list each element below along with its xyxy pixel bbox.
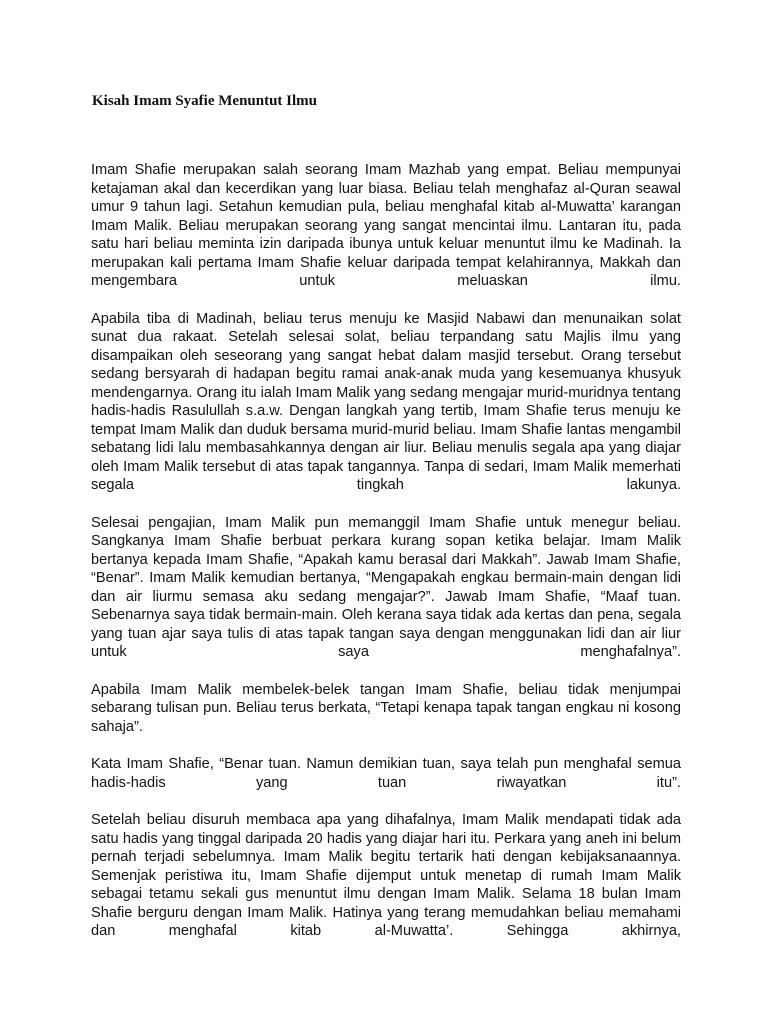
paragraph-4: Apabila Imam Malik membelek-belek tangan Imam Shafie, beliau tidak menjumpai sebarang tulisan pun. Beliau terus berkata, “Tetapi kenapa tapak tangan engkau ni kosong sahaja”.: [91, 681, 681, 735]
document-body: [91, 161, 681, 941]
paragraph-1: Imam Shafie merupakan salah seorang Imam Mazhab yang empat. Beliau mempunyai ketajaman akal dan kecerdikan yang luar biasa. Beliau telah menghafaz al-Quran seawal umur 9 tahun lagi. Setahun kemudian pula, beliau menghafal kitab al-Muwatta’ karangan Imam Malik. Beliau merupakan seorang yang sangat mencintai ilmu. Lantaran itu, pada satu hari beliau meminta izin daripada ibunya untuk keluar menuntut ilmu ke Madinah. Ia merupakan kali pertama Imam Shafie keluar daripada tempat kelahirannya, Makkah dan mengembara untuk meluaskan ilmu.: [91, 162, 681, 289]
paragraph-6: Setelah beliau disuruh membaca apa yang dihafalnya, Imam Malik mendapati tidak ada satu hadis yang tinggal daripada 20 hadis yang diajar hari itu. Perkara yang aneh ini belum pernah terjadi sebelumnya. Imam Malik begitu tertarik hati dengan kebijaksanaannya. Semenjak peristiwa itu, Imam Shafie dijemput untuk menetap di rumah Imam Malik sebagai tetamu sekali gus menuntut ilmu dengan Imam Malik. Selama 18 bulan Imam Shafie berguru dengan Imam Malik. Hatinya yang terang memudahkan beliau memahami dan menghafal kitab al-Muwatta’. Sehingga akhirnya,: [91, 812, 681, 939]
paragraph-2: Apabila tiba di Madinah, beliau terus menuju ke Masjid Nabawi dan menunaikan solat sunat dua rakaat. Setelah selesai solat, beliau terpandang satu Majlis ilmu yang disampaikan oleh seseorang yang sangat hebat dalam masjid tersebut. Orang tersebut sedang bersyarah di hadapan begitu ramai anak-anak muda yang kesemuanya khusyuk mendengarnya. Orang itu ialah Imam Malik yang sedang mengajar murid-muridnya tentang hadis-hadis Rasulullah s.a.w. Dengan langkah yang tertib, Imam Shafie terus menuju ke tempat Imam Malik dan duduk bersama murid-murid beliau. Imam Shafie lantas mengambil sebatang lidi lalu membasahkannya dengan air liur. Beliau menulis segala apa yang diajar oleh Imam Malik tersebut di atas tapak tangannya. Tanpa di sedari, Imam Malik memerhati segala tingkah lakunya.: [91, 310, 681, 493]
paragraph-5: Kata Imam Shafie, “Benar tuan. Namun demikian tuan, saya telah pun menghafal semua hadis-hadis yang tuan riwayatkan itu”.: [91, 756, 681, 791]
document-title: Kisah Imam Syafie Menuntut Ilmu: [92, 93, 318, 109]
paragraph-3: Selesai pengajian, Imam Malik pun memanggil Imam Shafie untuk menegur beliau. Sangkanya Imam Shafie berbuat perkara kurang sopan ketika belajar. Imam Malik bertanya kepada Imam Shafie, “Apakah kamu berasal dari Makkah”. Jawab Imam Shafie, “Benar”. Imam Malik kemudian bertanya, “Mengapakah engkau bermain-main dengan lidi dan air liurmu semasa aku sedang mengajar?”. Jawab Imam Shafie, “Maaf tuan. Sebenarnya saya tidak bermain-main. Oleh kerana saya tidak ada kertas dan pena, segala yang tuan ajar saya tulis di atas tapak tangan saya dengan menggunakan lidi dan air liur untuk saya menghafalnya”.: [91, 514, 681, 660]
